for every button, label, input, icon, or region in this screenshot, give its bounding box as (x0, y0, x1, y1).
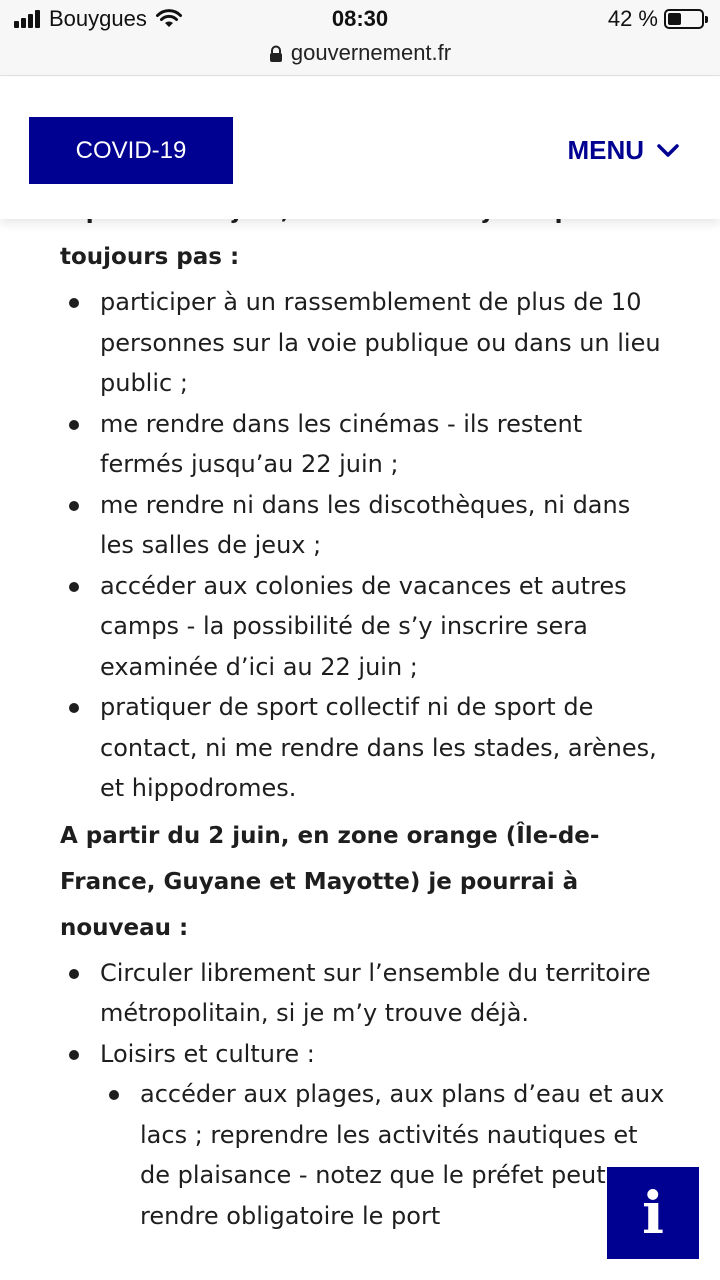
orange-zone-heading: A partir du 2 juin, en zone orange (Île-de-France, Guyane et Mayotte) je pourrai à nouveau : (60, 822, 600, 941)
article-content (60, 188, 670, 1247)
green-zone-list (60, 282, 670, 809)
leisure-sublist (100, 1074, 670, 1236)
status-bar (0, 0, 720, 40)
list-item: Circuler librement sur l’ensemble du territoire métropolitain, si je m’y trouve déjà. (60, 953, 670, 1034)
status-right (608, 6, 704, 32)
carrier-name: Bouygues (49, 6, 147, 31)
list-item-leisure (60, 1034, 670, 1237)
info-button[interactable] (607, 1167, 699, 1259)
url-display[interactable] (269, 40, 451, 66)
battery-icon (664, 9, 704, 29)
menu-button[interactable] (567, 135, 680, 166)
covid-19-label: COVID-19 (75, 136, 187, 164)
info-icon: i (641, 1179, 665, 1247)
covid-19-button[interactable] (29, 117, 233, 184)
list-item: accéder aux colonies de vacances et autres camps - la possibilité de s’y inscrire sera examinée d’ici au 22 juin ; (60, 566, 670, 688)
battery-percent: 42 % (607, 6, 658, 31)
sub-list-item: accéder aux plages, aux plans d’eau et aux lacs ; reprendre les activités nautiques et de plaisance - notez que le préfet peut rendre obligatoire le port (100, 1074, 670, 1236)
site-header (0, 77, 720, 219)
list-item: me rendre ni dans les discothèques, ni dans les salles de jeux ; (60, 485, 670, 566)
orange-zone-list (60, 953, 670, 1237)
address-bar[interactable] (0, 40, 720, 76)
chevron-down-icon (656, 143, 680, 159)
list-item: me rendre dans les cinémas - ils restent fermés jusqu’au 22 juin ; (60, 404, 670, 485)
lock-icon (269, 45, 283, 63)
url-text: gouvernement.fr (290, 40, 452, 65)
clock: 08:30 (331, 6, 389, 31)
list-item: participer à un rassemblement de plus de 10 personnes sur la voie publique ou dans un lieu public ; (60, 282, 670, 404)
battery-level (668, 13, 681, 25)
green-zone-heading: toujours pas : (60, 244, 240, 270)
leisure-label: Loisirs et culture : (100, 1039, 315, 1068)
list-item: pratiquer de sport collectif ni de sport de contact, ni me rendre dans les stades, arènes, et hippodromes. (60, 687, 670, 809)
menu-label: MENU (567, 135, 644, 165)
